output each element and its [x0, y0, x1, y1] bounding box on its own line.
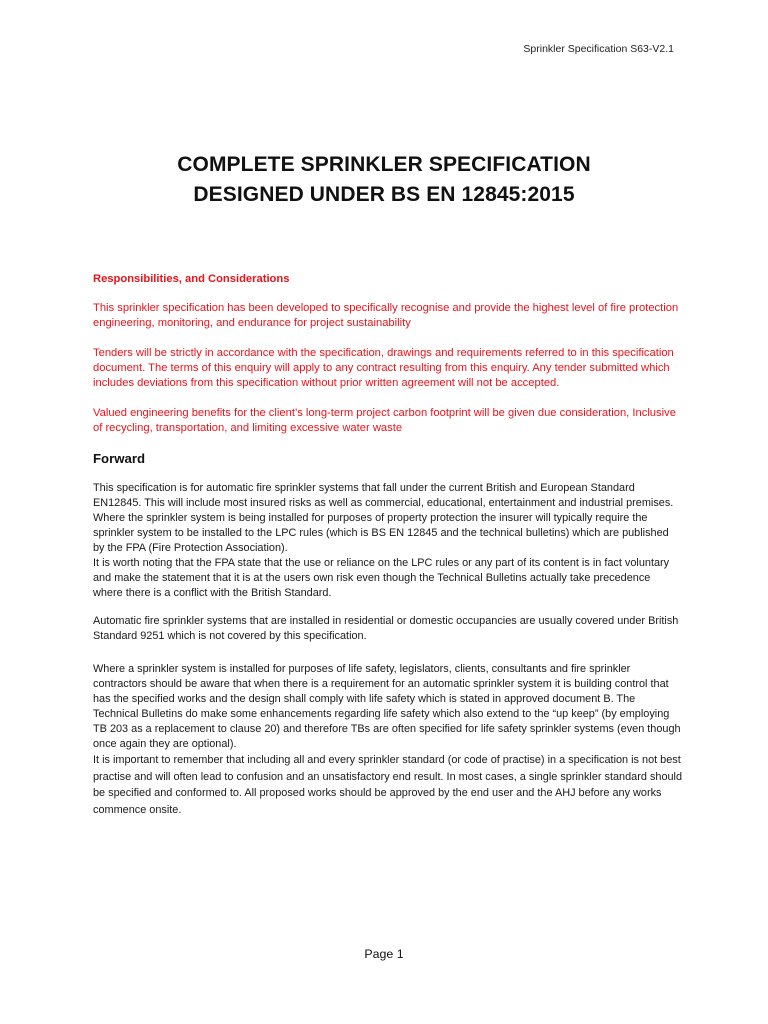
forward-paragraph-3: Automatic fire sprinkler systems that are installed in residential or domestic occupancies are usually covered under British Standard 9251 which is not covered by this specification.: [93, 615, 679, 642]
forward-paragraph-4: Where a sprinkler system is installed for purposes of life safety, legislators, clients, consultants and fire sprinkler contractors should be aware that when there is a requirement for an automatic sprinkler system it is building control that has the specified works and the design shall comply with life safety which is stated in approved document B. The Technical Bulletins do make some enhancements regarding life safety which also extend to the “up keep” (by employing TB 203 as a replacement to clause 20) and therefore TBs are often specified for life safety sprinkler systems (even though once again they are optional).: [93, 663, 681, 750]
document-title: [0, 150, 768, 210]
responsibilities-heading: Responsibilities, and Considerations: [93, 273, 290, 285]
title-line-2: DESIGNED UNDER BS EN 12845:2015: [193, 183, 575, 206]
responsibilities-paragraph-3: Valued engineering benefits for the client’s long-term project carbon footprint will be given due consideration, Inclusive of recycling, transportation, and limiting excessive water waste: [93, 407, 676, 434]
document-reference: Sprinkler Specification S63-V2.1: [523, 43, 674, 55]
forward-paragraph-1: This specification is for automatic fire sprinkler systems that fall under the current British and European Standard EN12845. This will include most insured risks as well as commercial, educational, entertainment and industrial premises. Where the sprinkler system is being installed for purposes of property protection the insurer will typically require the sprinkler system to be installed to the LPC rules (which is BS EN 12845 and the technical bulletins) which are published by the FPA (Fire Protection Association).: [93, 482, 674, 554]
forward-paragraph-5: It is important to remember that including all and every sprinkler standard (or code of practise) in a specification is not best practise and will often lead to confusion and an unsatisfactory end result. In most cases, a single sprinkler standard should be specified and conformed to. All proposed works should be approved by the end user and the AHJ before any works commence onsite.: [93, 754, 683, 816]
forward-paragraph-2: It is worth noting that the FPA state that the use or reliance on the LPC rules or any part of its content is in fact voluntary and make the statement that it is at the users own risk even though the Technical Bulletins actually take precedence where there is a conflict with the British Standard.: [93, 557, 670, 599]
title-line-1: COMPLETE SPRINKLER SPECIFICATION: [177, 153, 591, 176]
responsibilities-paragraph-2: Tenders will be strictly in accordance with the specification, drawings and requirements referred to in this specification document. The terms of this enquiry will apply to any contract resulting from this enquiry. Any tender submitted which includes deviations from this specification without prior written agreement will not be accepted.: [93, 347, 674, 389]
responsibilities-paragraph-1: This sprinkler specification has been developed to specifically recognise and provide the highest level of fire protection engineering, monitoring, and endurance for project sustainability: [93, 302, 679, 329]
document-body: [93, 272, 683, 831]
forward-heading: Forward: [93, 451, 146, 466]
page-number: Page 1: [364, 947, 404, 961]
